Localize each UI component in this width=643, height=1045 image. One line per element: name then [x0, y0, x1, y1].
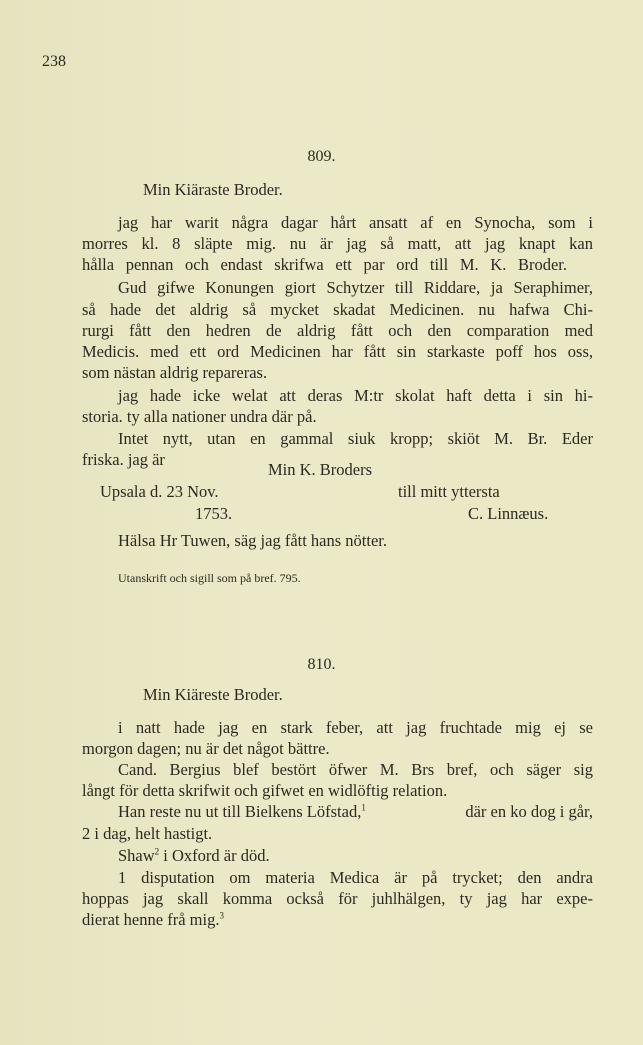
text-segment: Shaw — [118, 846, 155, 865]
year: 1753. — [195, 504, 233, 523]
text-line: storia. ty alla nationer undra där på. — [82, 407, 317, 426]
text-line: 1 disputation om materia Medica är på trycket; den andra — [118, 868, 593, 887]
text-line: hoppas jag skall komma också för juhlhälgen, ty jag har expe- — [82, 889, 593, 908]
text-line: hålla pennan och endast skrifwa ett par ord till M. K. Broder. — [82, 255, 567, 274]
text-line: Intet nytt, utan en gammal siuk kropp; skiöt M. Br. Eder — [118, 429, 593, 448]
text-line: Medicis. med ett ord Medicinen har fått sin starkaste poff hos oss, — [82, 342, 593, 361]
text-segment — [118, 802, 366, 822]
text-line: långt för detta skrifwit och gifwet en widlöftig relation. — [82, 781, 448, 800]
salutation: Min Kiäreste Broder. — [143, 685, 283, 704]
closing-2: till mitt yttersta — [398, 482, 500, 501]
text-line — [118, 846, 593, 866]
text-line: morgon dagen; nu är det något bättre. — [82, 739, 330, 758]
text-line: morres kl. 8 släpte mig. nu är jag så matt, att jag knapt kan — [82, 234, 593, 253]
text-line: så hade det aldrig så mycket skadat Medicinen. nu hafwa Chi- — [82, 300, 593, 319]
postscript: Hälsa Hr Tuwen, säg jag fått hans nötter. — [118, 531, 388, 550]
signature: C. Linnæus. — [468, 504, 549, 523]
text-segment: i Oxford är död. — [159, 846, 270, 865]
text-segment: dierat henne frå mig. — [82, 910, 220, 929]
page-number: 238 — [42, 53, 66, 70]
text-line: som nästan aldrig repareras. — [82, 363, 268, 382]
footnote-mark: 3 — [219, 910, 224, 921]
text-segment: där en ko dog i går, — [465, 802, 593, 821]
place-date: Upsala d. 23 Nov. — [100, 482, 219, 501]
text-line: Cand. Bergius blef bestört öfwer M. Brs bref, och säger sig — [118, 760, 593, 779]
text-line: i natt hade jag en stark feber, att jag fruchtade mig ej se — [118, 718, 593, 737]
letter-number: 810. — [307, 656, 336, 673]
letter-number: 809. — [307, 148, 336, 165]
footnote-mark: 1 — [361, 802, 366, 813]
text-line: jag har warit några dagar hårt ansatt af en Synocha, som i — [118, 213, 593, 232]
closing: Min K. Broders — [268, 460, 373, 479]
text-line: jag hade icke welat att deras M:tr skolat haft detta i sin hi- — [118, 386, 593, 405]
text-line: rurgi fått den hedren de aldrig fått och den comparation med — [82, 321, 593, 340]
editorial-note: Utanskrift och sigill som på bref. 795. — [118, 571, 301, 585]
text-line: Gud gifwe Konungen giort Schytzer till Riddare, ja Seraphimer, — [118, 278, 593, 297]
text-line — [118, 802, 593, 822]
text-line: friska. jag är — [82, 450, 165, 469]
footnote-mark: 2 — [154, 846, 160, 857]
text-segment: Han reste nu ut till Bielkens Löfstad, — [118, 802, 362, 821]
text-line: 2 i dag, helt hastigt. — [82, 824, 213, 843]
salutation: Min Kiäraste Broder. — [143, 180, 283, 199]
text-line — [82, 910, 593, 930]
